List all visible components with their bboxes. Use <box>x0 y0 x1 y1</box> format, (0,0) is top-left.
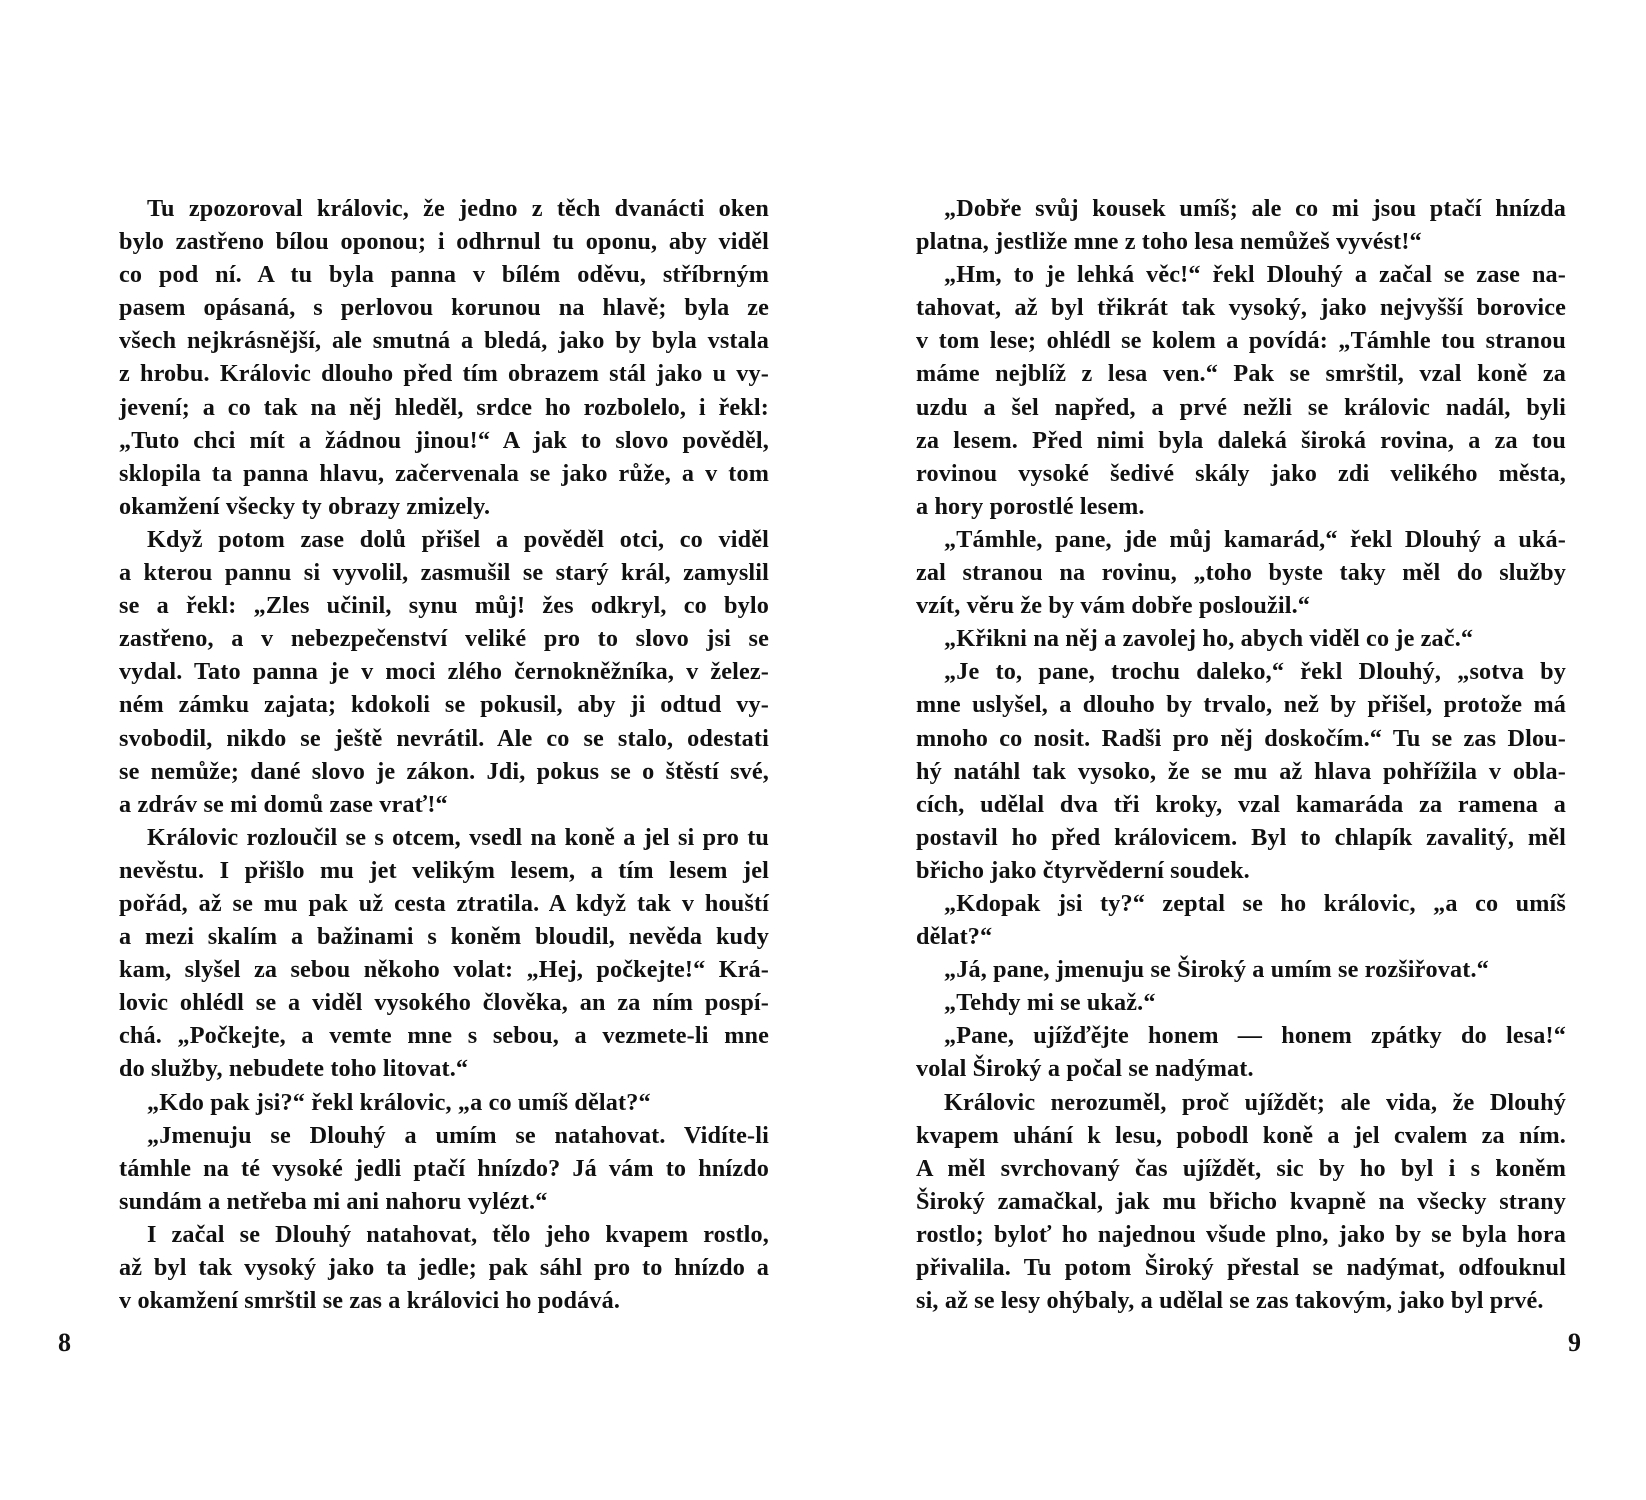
text-line: „Tuto chci mít a žádnou jinou!“ A jak to slovo pověděl, <box>119 426 769 454</box>
paragraph <box>91 192 769 523</box>
text-line: ném zámku zajata; kdokoli se pokusil, aby ji odtud vy- <box>119 691 769 719</box>
text-line: mnoho co nosit. Radši pro něj doskočím.“ Tu se zas Dlou- <box>916 724 1566 752</box>
text-line: mne uslyšel, a dlouho by trvalo, než by přišel, protože má <box>916 691 1566 719</box>
text-line: okamžení všecky ty obrazy zmizely. <box>119 492 491 520</box>
text-line: a mezi skalím a bažinami s koněm bloudil, nevěda kudy <box>119 923 769 951</box>
text-line: co pod ní. A tu byla panna v bílém oděvu, stříbrným <box>119 261 769 289</box>
text-line: a hory porostlé lesem. <box>916 492 1145 520</box>
text-line: bylo zastřeno bílou oponou; i odhrnul tu oponu, aby viděl <box>119 228 769 256</box>
text-line: zastřeno, a v nebezpečenství veliké pro to slovo jsi se <box>119 625 769 653</box>
paragraph <box>888 986 1566 1019</box>
text-line: Královic nerozuměl, proč ujíždět; ale vida, že Dlouhý <box>944 1088 1566 1116</box>
paragraph <box>888 887 1566 953</box>
text-line: v tom lese; ohlédl se kolem a povídá: „Támhle tou stranou <box>916 327 1566 355</box>
text-line: a kterou pannu si vyvolil, zasmušil se starý král, zamyslil <box>119 559 769 587</box>
paragraph <box>91 821 769 1086</box>
text-line: hý natáhl tak vysoko, že se mu až hlava pohřížila v obla- <box>916 757 1566 785</box>
text-line: I začal se Dlouhý natahovat, tělo jeho kvapem rostlo, <box>147 1220 769 1248</box>
text-line: břicho jako čtyrvěderní soudek. <box>916 856 1250 884</box>
paragraph <box>91 1119 769 1218</box>
text-line: se a řekl: „Zles učinil, synu můj! žes odkryl, co bylo <box>119 592 769 620</box>
text-line: A měl svrchovaný čas ujíždět, sic by ho byl i s koněm <box>916 1154 1566 1182</box>
text-line: rostlo; byloť ho najednou všude plno, jako by se byla hora <box>916 1220 1566 1248</box>
text-line: až byl tak vysoký jako ta jedle; pak sáhl pro to hnízdo a <box>119 1254 769 1281</box>
text-line: kvapem uhání k lesu, pobodl koně a jel cvalem za ním. <box>916 1121 1566 1149</box>
text-line: „Křikni na něj a zavolej ho, abych viděl co je zač.“ <box>944 625 1474 653</box>
text-line: „Jmenuju se Dlouhý a umím se natahovat. Vidíte-li <box>147 1121 769 1149</box>
text-line: Široký zamačkal, jak mu břicho kvapně na všecky strany <box>916 1187 1566 1215</box>
text-line: „Hm, to je lehká věc!“ řekl Dlouhý a začal se zase na- <box>944 261 1566 289</box>
text-line: Královic rozloučil se s otcem, vsedl na koně a jel si pro tu <box>147 823 769 851</box>
paragraph <box>888 1019 1566 1085</box>
left-page-text <box>91 192 769 1317</box>
paragraph <box>888 192 1566 258</box>
text-line: se nemůže; dané slovo je zákon. Jdi, pokus se o štěstí své, <box>119 757 769 785</box>
text-line: za lesem. Před nimi byla daleká široká rovina, a za tou <box>916 426 1566 454</box>
text-line: všech nejkrásnější, ale smutná a bledá, jako by byla vstala <box>119 327 769 355</box>
text-line: platna, jestliže mne z toho lesa nemůžeš vyvést!“ <box>916 228 1422 256</box>
text-line: pasem opásaná, s perlovou korunou na hlavě; byla ze <box>119 294 769 322</box>
paragraph <box>91 1086 769 1119</box>
paragraph <box>888 655 1566 887</box>
text-line: vzít, věru že by vám dobře posloužil.“ <box>916 592 1311 620</box>
text-line: nevěstu. I přišlo mu jet velikým lesem, a tím lesem jel <box>119 856 769 884</box>
text-line: volal Široký a počal se nadýmat. <box>916 1055 1254 1083</box>
text-line: máme nejblíž z lesa ven.“ Pak se smrštil, vzal koně za <box>916 360 1566 388</box>
text-line: Když potom zase dolů přišel a pověděl otci, co viděl <box>147 525 769 553</box>
text-line: vydal. Tato panna je v moci zlého černokněžníka, v želez- <box>119 658 769 686</box>
text-line: uzdu a šel napřed, a prvé nežli se královic nadál, byli <box>916 393 1566 421</box>
text-line: „Já, pane, jmenuju se Široký a umím se rozšiřovat.“ <box>944 956 1489 984</box>
text-line: z hrobu. Královic dlouho před tím obrazem stál jako u vy- <box>119 360 769 388</box>
right-page <box>823 0 1646 1500</box>
text-line: v okamžení smrštil se zas a královici ho podává. <box>119 1287 621 1315</box>
text-line: pořád, až se mu pak už cesta ztratila. A když tak v houští <box>119 889 769 917</box>
text-line: jevení; a co tak na něj hleděl, srdce ho rozbolelo, i řekl: <box>119 393 769 421</box>
text-line: Tu zpozoroval královic, že jedno z těch dvanácti oken <box>147 195 769 222</box>
text-line: „Je to, pane, trochu daleko,“ řekl Dlouhý, „sotva by <box>944 658 1566 686</box>
paragraph <box>91 1218 769 1317</box>
text-line: „Pane, ujížďějte honem — honem zpátky do lesa!“ <box>944 1022 1566 1050</box>
paragraph <box>888 523 1566 622</box>
text-line: „Kdo pak jsi?“ řekl královic, „a co umíš dělat?“ <box>147 1088 651 1116</box>
text-line: přivalila. Tu potom Široký přestal se nadýmat, odfouknul <box>916 1254 1566 1281</box>
text-line: cích, udělal dva tři kroky, vzal kamaráda za ramena a <box>916 790 1566 818</box>
text-line: „Támhle, pane, jde můj kamarád,“ řekl Dlouhý a uká- <box>944 525 1566 553</box>
text-line: „Dobře svůj kousek umíš; ale co mi jsou ptačí hnízda <box>944 195 1566 222</box>
text-line: svobodil, nikdo se ještě nevrátil. Ale co se stalo, odestati <box>119 724 769 752</box>
paragraph <box>888 258 1566 523</box>
text-line: lovic ohlédl se a viděl vysokého člověka, an za ním pospí- <box>119 989 769 1017</box>
text-line: sklopila ta panna hlavu, začervenala se jako růže, a v tom <box>119 459 769 487</box>
paragraph <box>91 523 769 821</box>
text-line: tahovat, až byl třikrát tak vysoký, jako nejvyšší borovice <box>916 294 1566 322</box>
right-page-text <box>888 192 1566 1317</box>
text-line: chá. „Počkejte, a vemte mne s sebou, a vezmete-li mne <box>119 1022 769 1050</box>
text-line: kam, slyšel za sebou někoho volat: „Hej, počkejte!“ Krá- <box>119 956 769 984</box>
right-page-number: 9 <box>1568 1328 1581 1357</box>
left-page-number: 8 <box>58 1328 71 1357</box>
text-line: „Kdopak jsi ty?“ zeptal se ho královic, „a co umíš <box>944 889 1566 917</box>
paragraph <box>888 622 1566 655</box>
text-line: a zdráv se mi domů zase vrať!“ <box>119 790 448 818</box>
text-line: sundám a netřeba mi ani nahoru vylézt.“ <box>119 1187 548 1215</box>
text-line: „Tehdy mi se ukaž.“ <box>944 989 1156 1017</box>
paragraph <box>888 1086 1566 1318</box>
paragraph <box>888 953 1566 986</box>
text-line: rovinou vysoké šedivé skály jako zdi velikého města, <box>916 459 1566 487</box>
text-line: támhle na té vysoké jedli ptačí hnízdo? Já vám to hnízdo <box>119 1154 769 1182</box>
text-line: dělat?“ <box>916 923 993 951</box>
text-line: si, až se lesy ohýbaly, a udělal se zas takovým, jako byl prvé. <box>916 1287 1544 1315</box>
text-line: zal stranou na rovinu, „toho byste taky měl do služby <box>916 559 1566 587</box>
text-line: do služby, nebudete toho litovat.“ <box>119 1055 469 1083</box>
text-line: postavil ho před královicem. Byl to chlapík zavalitý, měl <box>916 823 1566 851</box>
